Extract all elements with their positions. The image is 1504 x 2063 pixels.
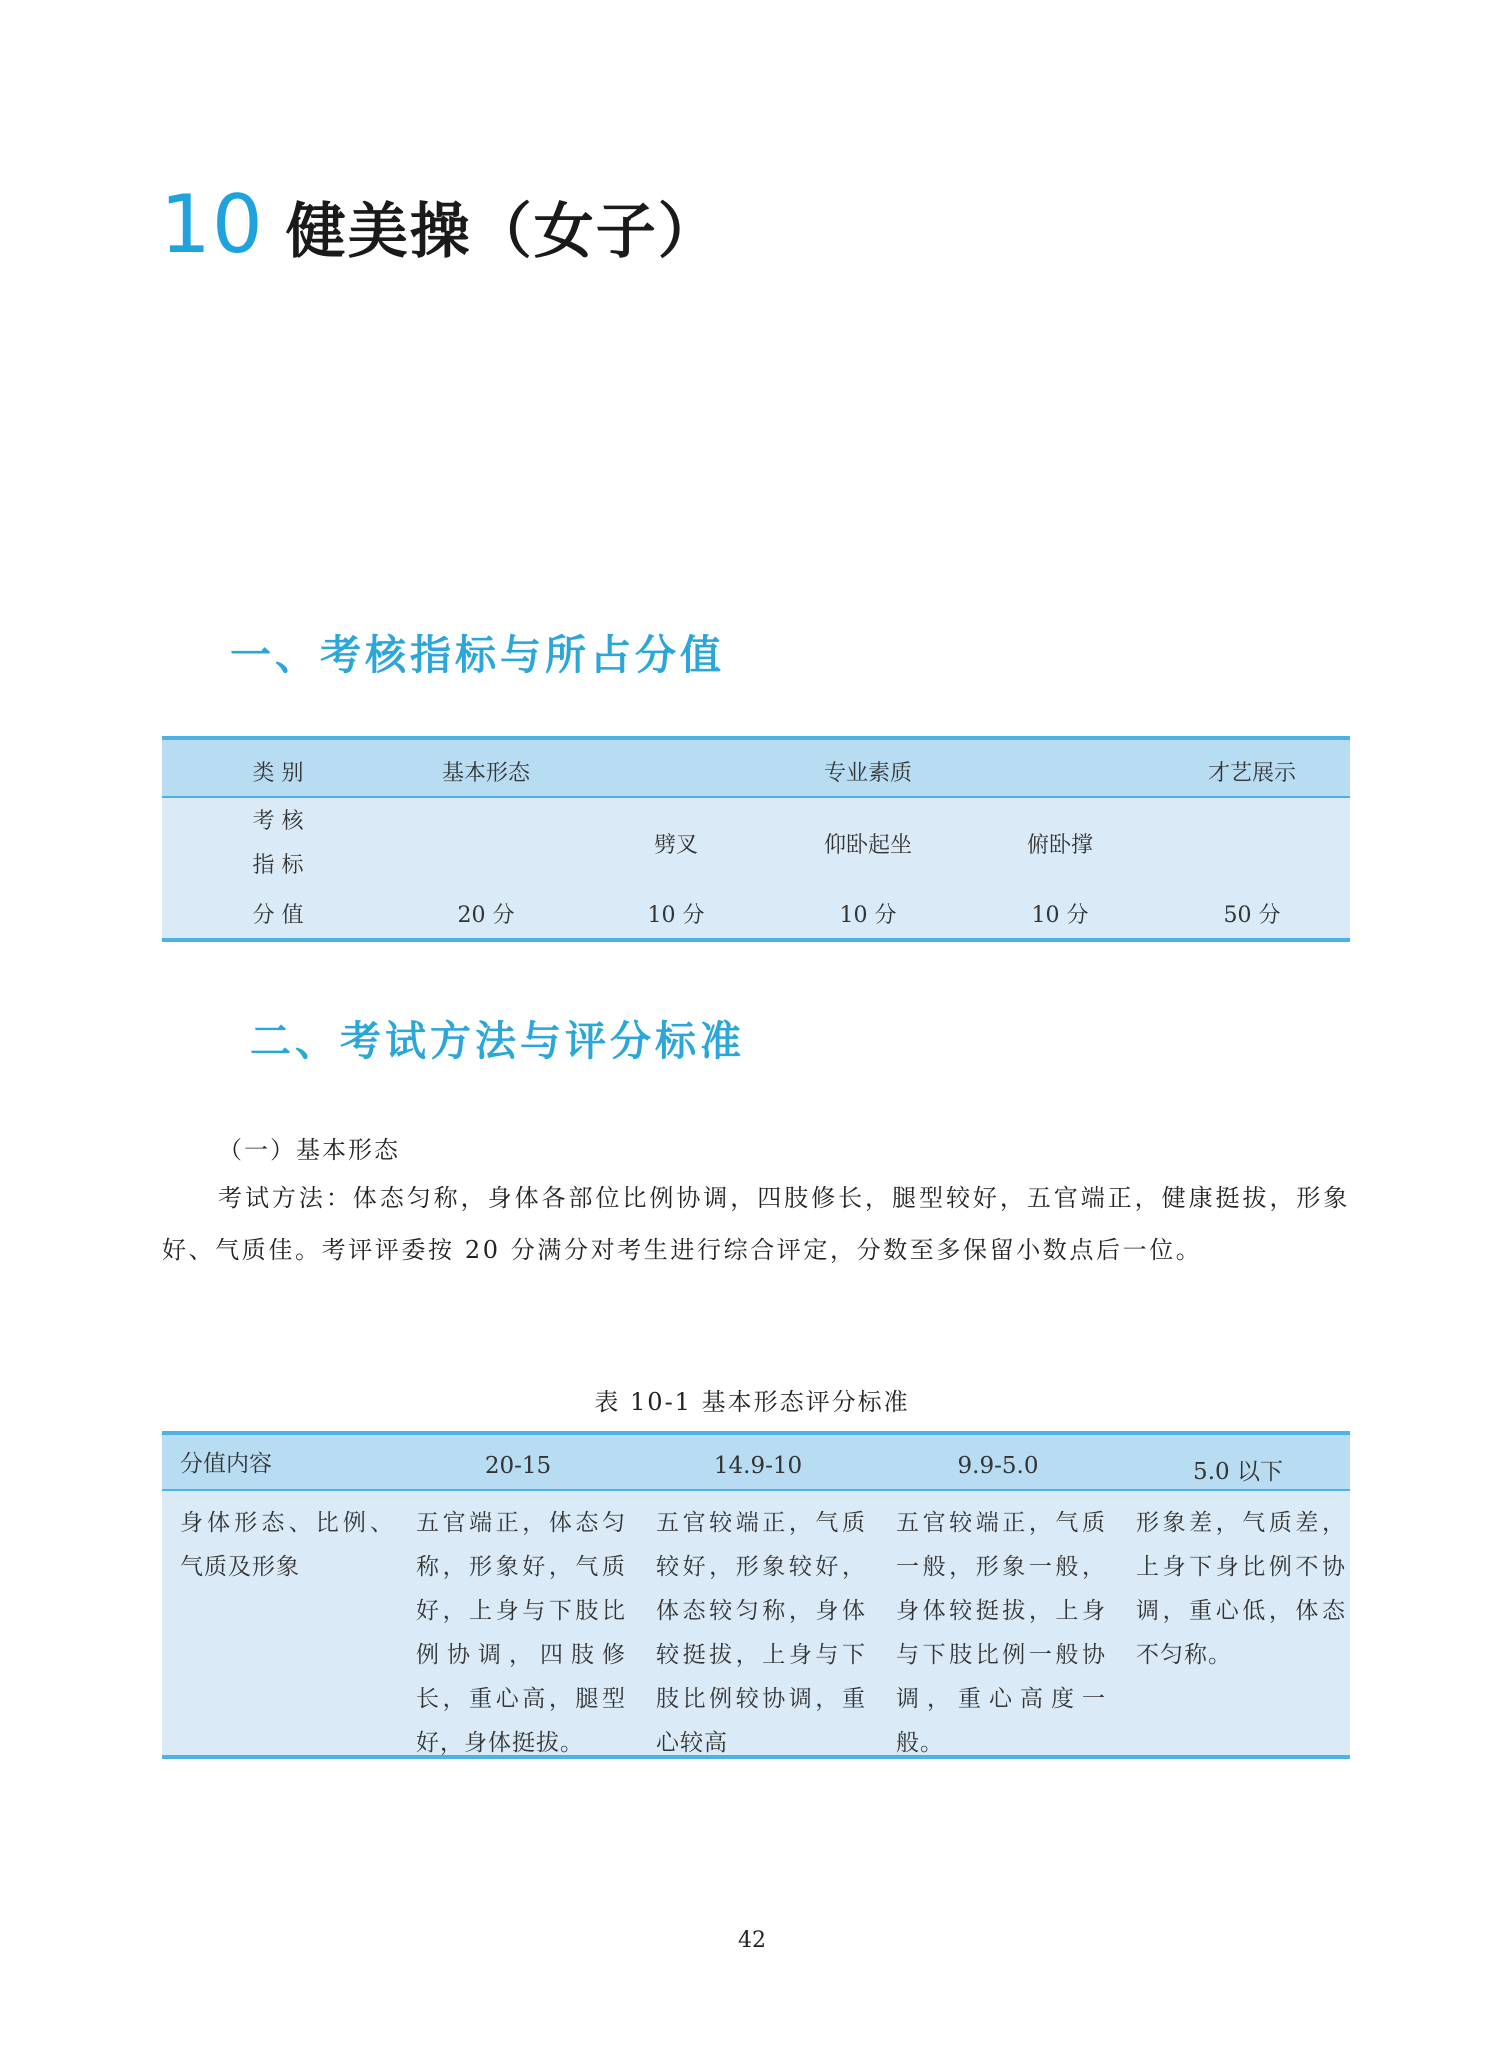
indicator-pushups: 俯卧撑 <box>1026 833 1094 858</box>
criteria-14.9-10: 五官较端正，气质较好，形象较好，体态较匀称，身体较挺拔，上身与下肢比例较协调，重心较高 <box>656 1510 866 1756</box>
header-content: 分值内容 <box>180 1451 272 1477</box>
indicator-label-line1: 考 核 <box>252 809 304 834</box>
row-label: 身体形态、比例、气质及形象 <box>180 1510 394 1580</box>
chapter-number: 10 <box>160 178 264 271</box>
criteria-9.9-5.0: 五官较端正，气质一般，形象一般，身体较挺拔，上身与下肢比例一般协调，重心高度一般。 <box>896 1510 1106 1756</box>
header-range-below-5: 5.0 以下 <box>1193 1459 1283 1485</box>
score-situps: 10 分 <box>839 903 897 928</box>
score-talent: 50 分 <box>1223 903 1281 928</box>
criteria-20-15: 五官端正，体态匀称，形象好，气质好，上身与下肢比例协调，四肢修长，重心高，腿型好，身体挺拔。 <box>416 1510 626 1756</box>
indicator-label-line2: 指 标 <box>252 853 304 878</box>
indicator-split: 劈叉 <box>653 833 699 858</box>
header-range-20-15: 20-15 <box>484 1453 552 1479</box>
header-category: 类 别 <box>252 761 304 786</box>
exam-method-paragraph: 考试方法：体态匀称，身体各部位比例协调，四肢修长，腿型较好，五官端正，健康挺拔，形象好、气质佳。考评评委按 20 分满分对考生进行综合评定，分数至多保留小数点后一位。 <box>162 1184 1350 1264</box>
scoring-standard-table <box>162 1431 1350 1759</box>
header-basic-form: 基本形态 <box>441 761 531 786</box>
table-header-row <box>162 1435 1350 1491</box>
section-heading-indicators: 一、考核指标与所占分值 <box>230 631 725 679</box>
header-range-9.9-5.0: 9.9-5.0 <box>957 1453 1039 1479</box>
table-caption: 表 10-1 基本形态评分标准 <box>594 1388 910 1416</box>
score-label: 分 值 <box>252 903 304 928</box>
page-number: 42 <box>738 1928 766 1953</box>
indicators-score-table <box>162 736 1350 942</box>
header-range-14.9-10: 14.9-10 <box>713 1453 803 1479</box>
score-basic: 20 分 <box>457 903 515 928</box>
chapter-title <box>160 178 720 278</box>
section-heading-methods: 二、考试方法与评分标准 <box>250 1017 745 1065</box>
header-talent: 才艺展示 <box>1207 761 1297 786</box>
table-header-row <box>162 740 1350 798</box>
indicator-situps: 仰卧起坐 <box>823 833 913 858</box>
indicator-label <box>253 800 304 888</box>
score-split: 10 分 <box>647 903 705 928</box>
subsection-title: （一）基本形态 <box>218 1136 400 1164</box>
chapter-title-text: 健美操（女子） <box>285 197 720 267</box>
header-professional: 专业素质 <box>823 761 913 786</box>
score-pushups: 10 分 <box>1031 903 1089 928</box>
criteria-below-5: 形象差，气质差，上身下身比例不协调，重心低，体态不匀称。 <box>1136 1510 1346 1668</box>
